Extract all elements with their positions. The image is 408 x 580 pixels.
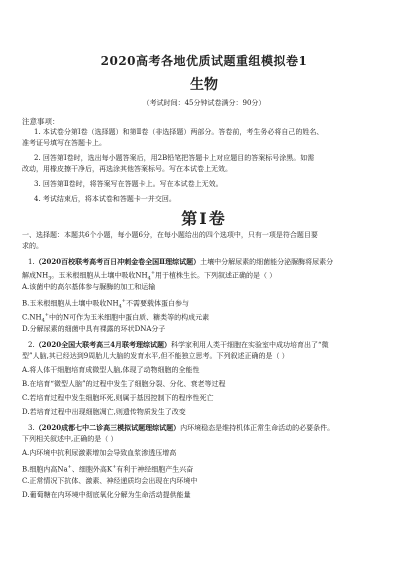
option-text: 有利于神经细胞产生兴奋 <box>116 465 194 474</box>
stem-text: 用于植株生长。下列叙述正确的是（ ） <box>155 271 277 280</box>
question-1-stem-line-1 <box>28 257 333 267</box>
superscript: + <box>112 464 117 470</box>
question-1-option-a: A.该菌中的高尔基体参与脲酶的加工和运输 <box>22 283 156 291</box>
option-text: 不需要载体蛋白参与 <box>126 299 189 308</box>
question-3-option-c: C.正常情况下抗体、激素、神经递质均会出现在内环境中 <box>22 477 198 485</box>
question-source: （2020成都七中二诊高三模拟试题理综试题） <box>34 423 181 432</box>
question-2-option-d: D.若培育过程中出现细胞凋亡,则遗传物质发生了改变 <box>22 408 186 416</box>
question-3-option-b <box>22 462 193 474</box>
superscript: + <box>150 270 156 276</box>
question-2-stem-line-1 <box>28 340 329 350</box>
section-title: 第Ⅰ卷 <box>181 209 227 228</box>
question-2-option-c: C.若培育过程中发生细胞坏死,则属于基因控制下的程序性死亡 <box>22 394 214 402</box>
question-3-option-d: D.葡萄糖在内环境中彻底氧化分解为生命活动提供能量 <box>22 491 191 499</box>
question-2-stem-line-2: 型”人脑,其已经达到9周胎儿大脑的发育水平,但不能独立思考。下列叙述正确的是（ ） <box>22 352 289 360</box>
page-title: 2020高考各地优质试题重组模拟卷1 <box>100 54 308 68</box>
question-1-option-d: D.分解尿素的细菌中具有裸露的环状DNA分子 <box>22 325 166 333</box>
question-source: （2020百校联考高考百日冲刺金卷全国Ⅱ理综试题） <box>34 257 201 266</box>
question-number: 2. <box>28 341 35 349</box>
question-stem-text: 科学家利用人类干细胞在实验室中成功培育出了“微 <box>171 341 329 349</box>
subscript: 4 <box>41 317 45 324</box>
option-text: C.NH <box>22 313 42 322</box>
section-instruction-line-1: 一、选择题：本题共6个小题，每小题6分，在每小题给出的四个选项中，只有一项是符合题目要 <box>22 231 318 239</box>
section-instruction-line-2: 求的。 <box>22 242 43 250</box>
subject-title: 生物 <box>190 77 218 93</box>
note-1-line-2: 准考证号填写在答题卡上。 <box>22 139 106 147</box>
note-1-line-1: 1. 本试卷分第Ⅰ卷（选择题）和第Ⅱ卷（非选择题）两部分。答卷前，考生务必将自己的姓名、 <box>34 128 324 136</box>
question-number: 1. <box>28 258 35 266</box>
option-text: 中的N可作为玉米细胞中蛋白质、糖类等的构成元素 <box>48 313 210 322</box>
question-source: （2020全国大联考高三4月联考理综试题） <box>34 340 172 349</box>
subscript: 3 <box>48 275 52 282</box>
superscript: + <box>44 312 49 318</box>
subscript: 4 <box>118 303 122 310</box>
note-2-line-1: 2. 回答第Ⅰ卷时，选出每小题答案后，用2B铅笔把答题卡上对应题目的答案标号涂黑。如需 <box>34 154 315 162</box>
stem-text: 。玉米根细胞从土壤中吸收NH <box>51 271 148 280</box>
superscript: + <box>121 298 126 304</box>
option-text: 、细胞外高K <box>71 465 113 474</box>
stem-text: 解成NH <box>22 271 49 280</box>
option-text: B.玉米根细胞从土壤中吸收NH <box>22 299 119 308</box>
note-2-line-2: 改动，用橡皮擦干净后，再选涂其他答案标号。写在本试卷上无效。 <box>22 165 232 173</box>
question-3-stem-line-1 <box>28 423 334 433</box>
superscript: + <box>67 464 72 470</box>
question-stem-text: 土壤中分解尿素的细菌能分泌脲酶将尿素分 <box>200 258 334 266</box>
question-2-option-a: A.将人体干细胞培育成微型人脑,体现了动物细胞的全能性 <box>22 366 200 374</box>
question-3-option-a: A.内环境中抗利尿激素增加会导致血浆渗透压增高 <box>22 449 177 457</box>
note-4: 4. 考试结束后，将本试卷和答题卡一并交回。 <box>34 195 176 203</box>
subscript: 4 <box>147 275 151 282</box>
question-3-stem-line-2: 下列相关叙述中,正确的是（ ） <box>22 435 118 443</box>
option-text: B.细胞内高Na <box>22 465 68 474</box>
exam-info: （考试时间：45分钟试卷满分：90分） <box>142 99 266 107</box>
question-2-option-b: B.在培育“微型人脑”的过程中发生了细胞分裂、分化、衰老等过程 <box>22 380 226 388</box>
question-stem-text: 内环境稳态是维持机体正常生命活动的必要条件。 <box>180 424 335 432</box>
question-number: 3. <box>28 424 35 432</box>
note-3: 3. 回答第Ⅱ卷时，将答案写在答题卡上。写在本试卷上无效。 <box>34 180 223 188</box>
notes-heading: 注意事项： <box>22 117 60 126</box>
